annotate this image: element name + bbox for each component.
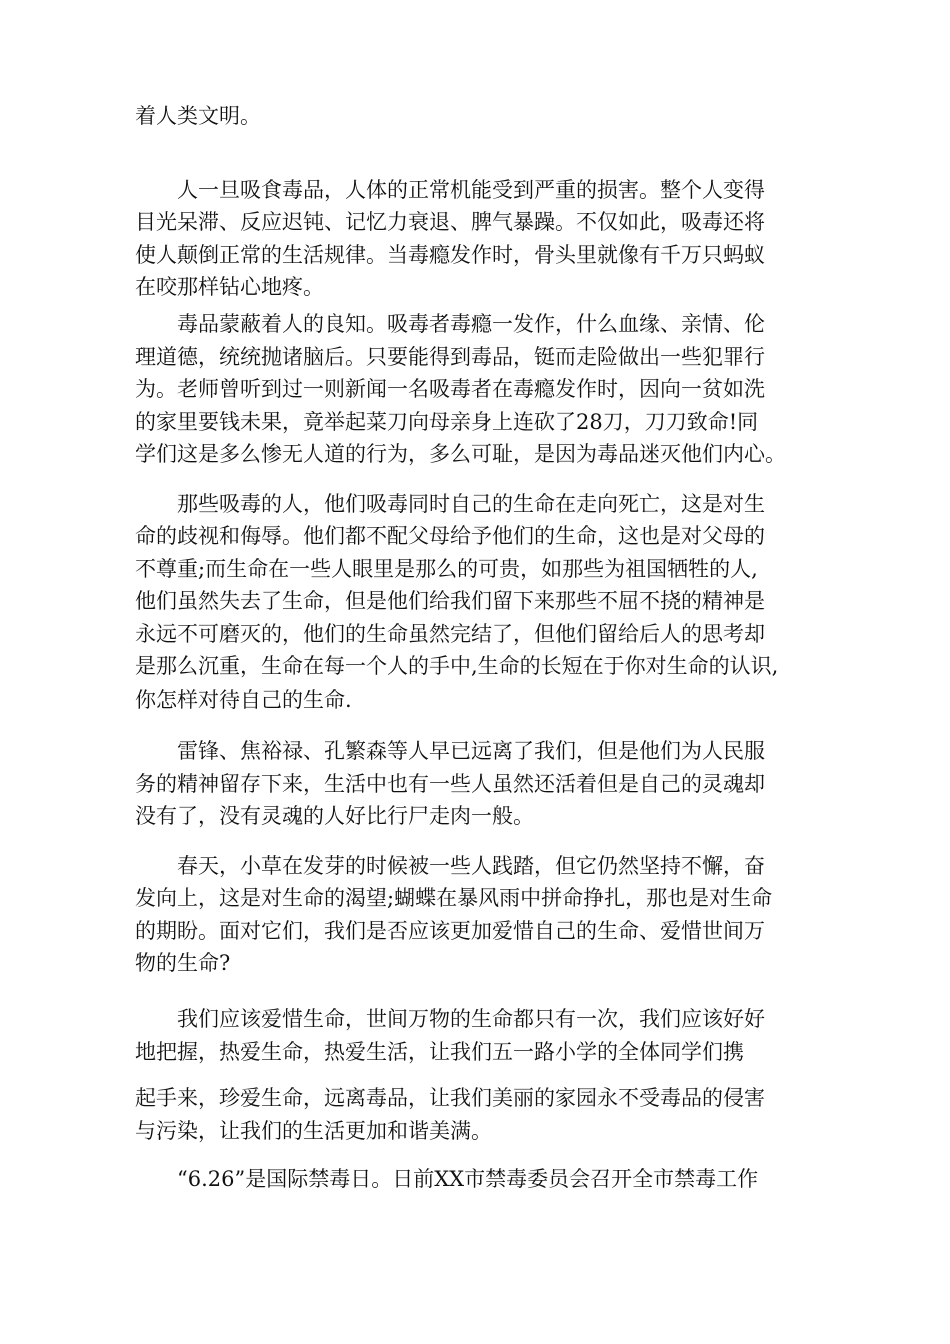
paragraph-first-line: 我们应该爱惜生命，世间万物的生命都只有一次，我们应该好好 xyxy=(177,1007,765,1031)
text-line: 务的精神留存下来，生活中也有一些人虽然还活着但是自己的灵魂却 xyxy=(135,772,765,796)
text-line: 的期盼。面对它们，我们是否应该更加爱惜自己的生命、爱惜世间万 xyxy=(135,919,765,943)
text-line: 物的生命? xyxy=(135,951,231,975)
paragraph-first-line: “6.26”是国际禁毒日。日前XX市禁毒委员会召开全市禁毒工作 xyxy=(177,1167,759,1191)
text-line: 他们虽然失去了生命，但是他们给我们留下来那些不屈不挠的精神是 xyxy=(135,589,765,613)
text-line: 理道德，统统抛诸脑后。只要能得到毒品，铤而走险做出一些犯罪行 xyxy=(135,345,765,369)
paragraph-first-line: 雷锋、焦裕禄、孔繁森等人早已远离了我们，但是他们为人民服 xyxy=(177,739,765,763)
text-line: 没有了，没有灵魂的人好比行尸走肉一般。 xyxy=(135,804,534,828)
text-line: 发向上，这是对生命的渴望;蝴蝶在暴风雨中拼命挣扎，那也是对生命 xyxy=(135,886,773,910)
text-line: 学们这是多么惨无人道的行为，多么可耻，是因为毒品迷灭他们内心。 xyxy=(135,442,786,466)
text-line: 与污染，让我们的生活更加和谐美满。 xyxy=(135,1119,492,1143)
text-line: 为。老师曾听到过一则新闻一名吸毒者在毒瘾发作时，因向一贫如洗 xyxy=(135,377,765,401)
text-line: 地把握，热爱生命，热爱生活，让我们五一路小学的全体同学们携 xyxy=(135,1040,744,1064)
paragraph-first-line: 毒品蒙蔽着人的良知。吸毒者毒瘾一发作，什么血缘、亲情、伦 xyxy=(177,312,765,336)
text-line: 不尊重;而生命在一些人眼里是那么的可贵，如那些为祖国牺牲的人, xyxy=(135,557,758,581)
paragraph-first-line: 那些吸毒的人，他们吸毒同时自己的生命在走向死亡，这是对生 xyxy=(177,492,765,516)
text-line: 的家里要钱未果，竟举起菜刀向母亲身上连砍了28刀，刀刀致命!同 xyxy=(135,410,759,434)
text-line: 你怎样对待自己的生命. xyxy=(135,688,352,712)
paragraph-first-line: 春天，小草在发芽的时候被一些人践踏，但它仍然坚持不懈，奋 xyxy=(177,854,765,878)
text-line: 在咬那样钻心地疼。 xyxy=(135,275,324,299)
text-line: 目光呆滞、反应迟钝、记忆力衰退、脾气暴躁。不仅如此，吸毒还将 xyxy=(135,210,765,234)
text-line: 使人颠倒正常的生活规律。当毒瘾发作时，骨头里就像有千万只蚂蚁 xyxy=(135,243,765,267)
text-line: 起手来，珍爱生命，远离毒品，让我们美丽的家园永不受毒品的侵害 xyxy=(135,1086,765,1110)
text-line: 着人类文明。 xyxy=(135,104,261,128)
text-line: 是那么沉重，生命在每一个人的手中,生命的长短在于你对生命的认识, xyxy=(135,654,779,678)
text-line: 命的歧视和侮辱。他们都不配父母给予他们的生命，这也是对父母的 xyxy=(135,524,765,548)
text-line: 永远不可磨灭的，他们的生命虽然完结了，但他们留给后人的思考却 xyxy=(135,622,765,646)
paragraph-first-line: 人一旦吸食毒品，人体的正常机能受到严重的损害。整个人变得 xyxy=(177,178,765,202)
